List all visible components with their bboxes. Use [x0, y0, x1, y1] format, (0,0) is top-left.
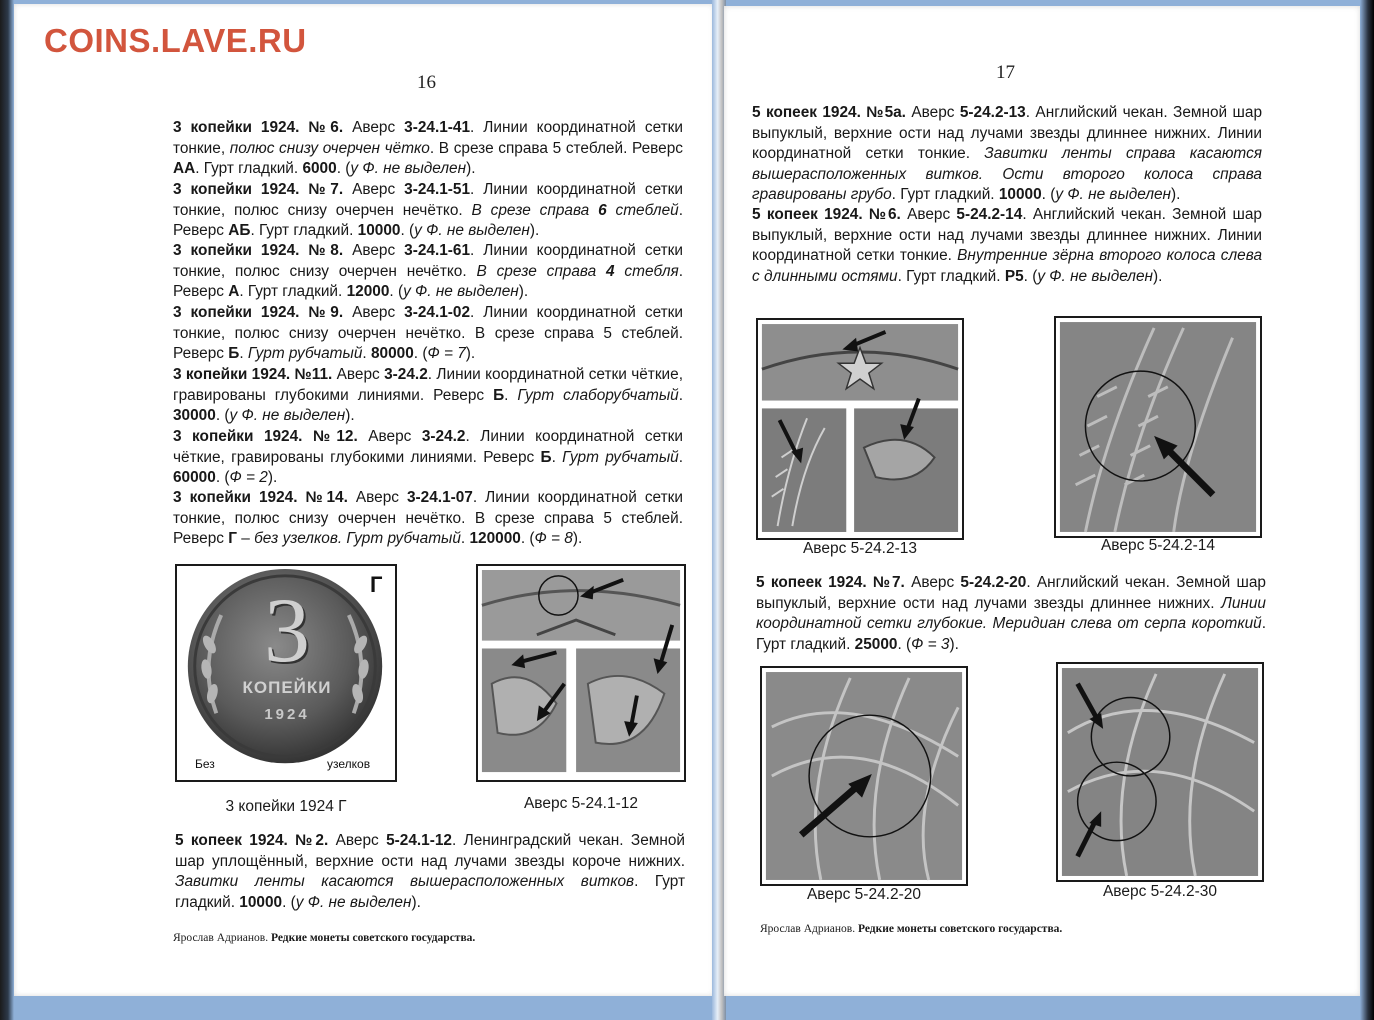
detail-image [478, 566, 684, 780]
photo-5-24-2-20 [760, 666, 968, 886]
photo-caption-13: Аверс 5-24.2-13 [802, 540, 918, 557]
page-number-left: 16 [417, 72, 436, 93]
entry-3k-8: 3 копейки 1924. №8. Аверс 3-24.1-61. Линии координатной сетки тонкие, полюс снизу очерчен нечётко. В срезе справа 4 стебля. Реверс А. Гурт гладкий. 12000. (у Ф. не выделен). [173, 242, 683, 300]
left-page [14, 4, 714, 996]
coin-year: 1924 [264, 706, 310, 723]
entry-3k-14: 3 копейки 1924. №14. Аверс 3-24.1-07. Линии координатной сетки тонкие, полюс снизу очерчен нечётко. В срезе справа 5 стеблей. Реверс Г – без узелков. Гурт рубчатый. 120000. (Ф = 8). [173, 489, 683, 547]
right-page [724, 6, 1360, 996]
photo-image-30 [1058, 664, 1262, 880]
entry-3k-11: 3 копейки 1924. №11. Аверс 3-24.2. Линии координатной сетки чёткие, гравированы глубокими линиями. Реверс Б. Гурт слаборубчатый. 30000. (у Ф. не выделен). [173, 366, 684, 424]
page-number-right: 17 [996, 62, 1015, 83]
entry-5k-7: 5 копеек 1924. №7. Аверс 5-24.2-20. Английский чекан. Земной шар выпуклый, верхние ости над лучами звезды длиннее нижних. Линии координатной сетки глубокие. Меридиан слева от серпа короткий. Гурт гладкий. 25000. (Ф = 3). [756, 574, 1266, 653]
photo-caption-14: Аверс 5-24.2-14 [1100, 537, 1216, 554]
watermark: COINS.LAVE.RU [44, 22, 307, 59]
entry-3k-6: 3 копейки 1924. №6. Аверс 3-24.1-41. Линии координатной сетки тонкие, полюс снизу очерчен чётко. В срезе справа 5 стеблей. Реверс АА. Гурт гладкий. 6000. (у Ф. не выделен). [173, 119, 683, 177]
photo-5-24-2-13 [756, 318, 964, 540]
footer-right: Ярослав Адрианов. Редкие монеты советского государства. [760, 923, 1063, 935]
coin-photo-caption: 3 копейки 1924 Г [225, 798, 347, 815]
entry-5k-2: 5 копеек 1924. №2. Аверс 5-24.1-12. Ленинградский чекан. Земной шар уплощённый, верхние ости над лучами звезды короче нижних. Завитки ленты касаются вышерасположенных витков. Гурт гладкий. 10000. (у Ф. не выделен). [175, 832, 685, 911]
photo-5-24-2-14 [1054, 316, 1262, 538]
photo-image-20 [762, 668, 966, 884]
entry-3k-7: 3 копейки 1924. №7. Аверс 3-24.1-51. Линии координатной сетки тонкие, полюс снизу очерчен нечётко. В срезе справа 6 стеблей. Реверс АБ. Гурт гладкий. 10000. (у Ф. не выделен). [173, 181, 683, 239]
photo-image-14 [1056, 318, 1260, 536]
entry-3k-9: 3 копейки 1924. №9. Аверс 3-24.1-02. Линии координатной сетки тонкие, полюс снизу очерчен нечётко. В срезе справа 5 стеблей. Реверс Б. Гурт рубчатый. 80000. (Ф = 7). [173, 304, 683, 362]
coin-label-right: узелков [327, 757, 371, 771]
detail-photo-caption: Аверс 5-24.1-12 [523, 795, 639, 812]
photo-5-24-2-30 [1056, 662, 1264, 882]
coin-numeral: 3 [264, 579, 310, 681]
coin-photo-3k-1924-g [175, 564, 397, 782]
photo-caption-30: Аверс 5-24.2-30 [1102, 883, 1218, 900]
entry-5k-6: 5 копеек 1924. №6. Аверс 5-24.2-14. Английский чекан. Земной шар выпуклый, верхние ости над лучами звезды длиннее нижних. Линии координатной сетки тонкие. Внутренние зёрна второго колоса слева с длинными остями. Гурт гладкий. Р5. (у Ф. не выделен). [752, 206, 1262, 285]
coin-word: КОПЕЙКИ [242, 678, 332, 697]
photo-caption-20: Аверс 5-24.2-20 [806, 886, 922, 903]
footer-left: Ярослав Адрианов. Редкие монеты советского государства. [173, 932, 476, 944]
coin-letter: Г [370, 572, 383, 597]
detail-photo-5-24-1-12 [476, 564, 686, 782]
entry-3k-12: 3 копейки 1924. №12. Аверс 3-24.2. Линии координатной сетки чёткие, гравированы глубокими линиями. Реверс Б. Гурт рубчатый. 60000. (Ф = 2). [173, 428, 683, 486]
coin-label-left: Без [195, 757, 215, 771]
photo-image-13 [758, 320, 962, 538]
entry-5k-5a: 5 копеек 1924. №5а. Аверс 5-24.2-13. Английский чекан. Земной шар выпуклый, верхние ости над лучами звезды длиннее нижних. Линии координатной сетки тонкие. Завитки ленты справа касаются вышерасположенных витков. Ости второго колоса справа гравированы грубо. Гурт гладкий. 10000. (у Ф. не выделен). [752, 104, 1262, 203]
